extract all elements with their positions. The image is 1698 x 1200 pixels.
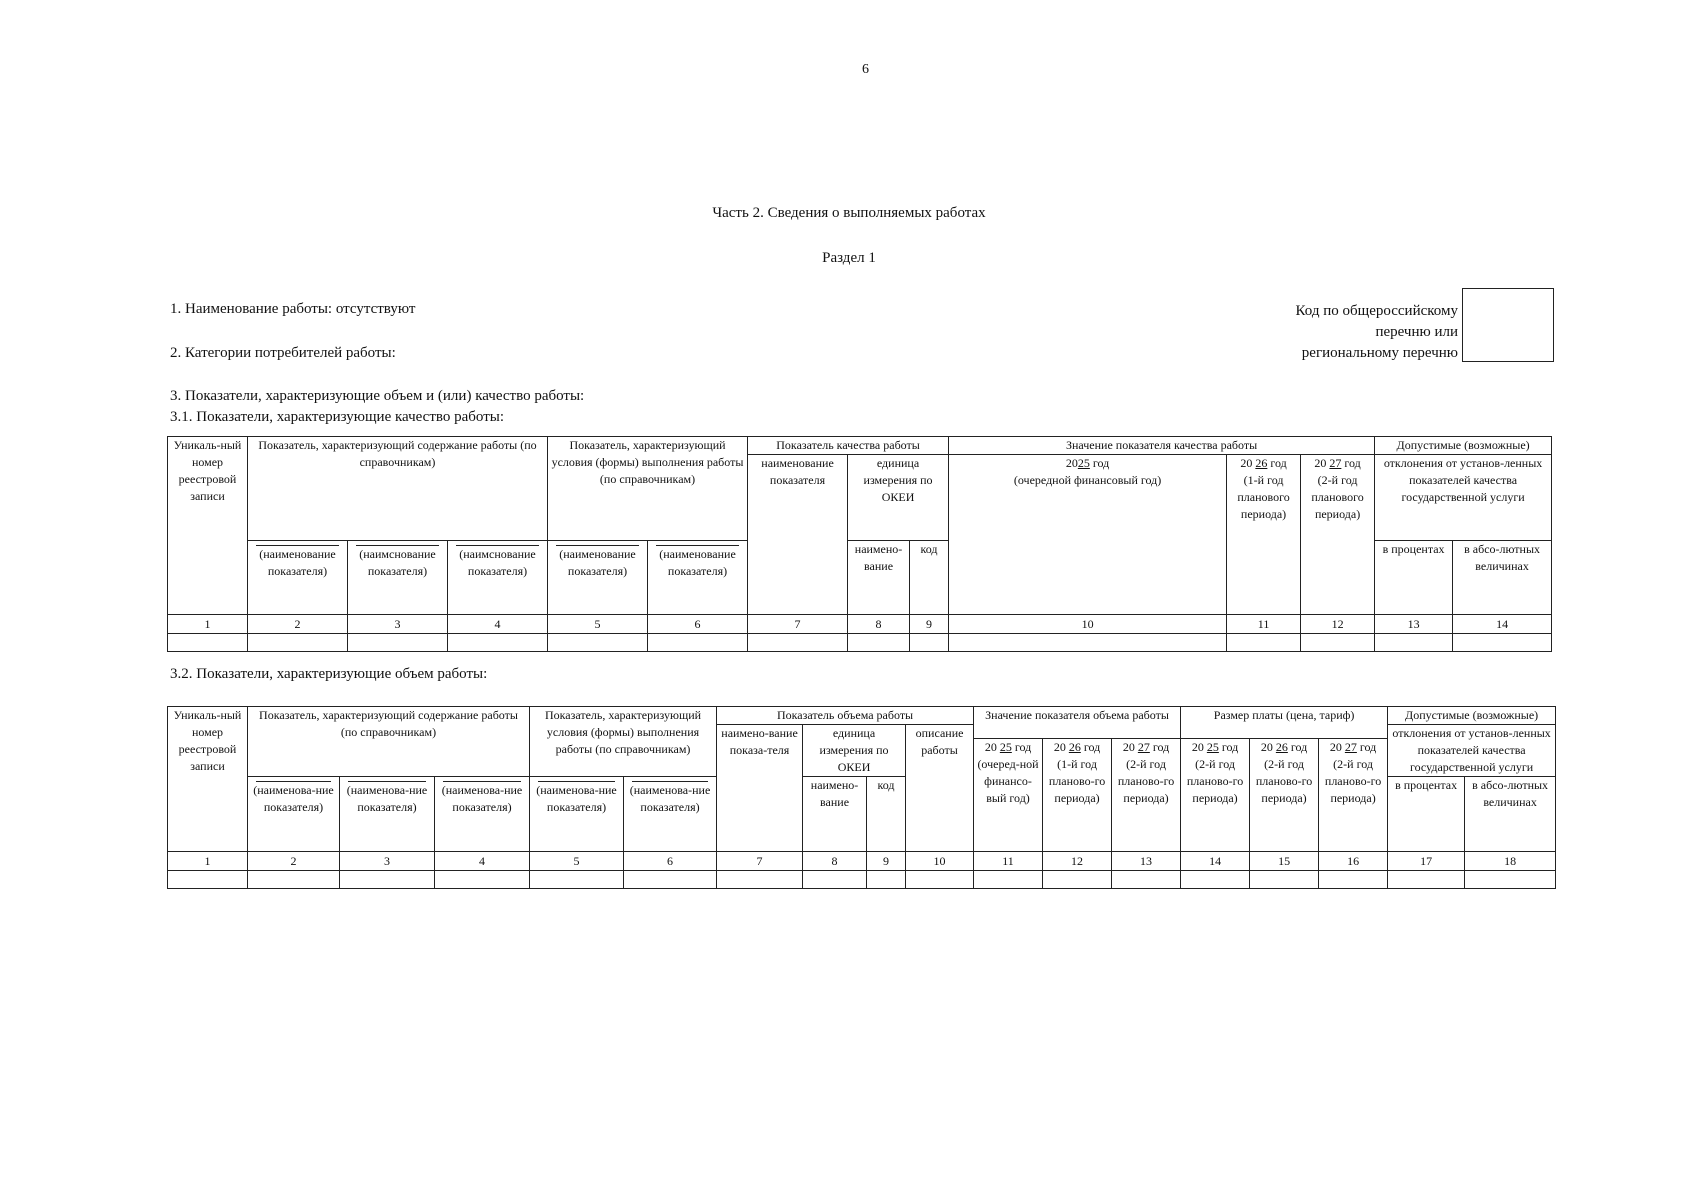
q-h-unit-name: наимено-вание [848, 541, 910, 615]
v-h-value-year-2: 20 26 год (1-й год планово-го периода) [1043, 739, 1112, 852]
q-h-conditions: Показатель, характеризующий условия (формы) выполнения работы (по справочникам) [548, 437, 748, 541]
table-cell[interactable] [1250, 871, 1319, 889]
v-param-label: (наименова-ние показателя) [340, 777, 435, 852]
table-cell[interactable] [906, 871, 974, 889]
table-cell[interactable] [748, 634, 848, 652]
code-label [1240, 301, 1458, 364]
section-title: Раздел 1 [822, 250, 876, 266]
code-input-box[interactable] [1462, 288, 1554, 362]
v-col-number: 8 [803, 852, 867, 871]
table-cell[interactable] [624, 871, 717, 889]
q-col-number: 7 [748, 615, 848, 634]
v-col-number: 15 [1250, 852, 1319, 871]
v-h-value-year-1: 20 25 год (очеред-ной финансо-вый год) [974, 739, 1043, 852]
table-cell[interactable] [1319, 871, 1388, 889]
q-col-number: 5 [548, 615, 648, 634]
page-number: 6 [862, 62, 869, 77]
v-col-number: 18 [1465, 852, 1556, 871]
q-h-content: Показатель, характеризующий содержание работы (по справочникам) [248, 437, 548, 541]
v-h-value: Значение показателя объема работы [974, 707, 1181, 739]
q-h-year-3: 20 27 год (2-й год планового периода) [1301, 455, 1375, 615]
table-cell[interactable] [803, 871, 867, 889]
q-h-year-2: 20 26 год (1-й год планового периода) [1227, 455, 1301, 615]
q-param-label: (наименование показателя) [548, 541, 648, 615]
table-cell[interactable] [348, 634, 448, 652]
v-h-deviation-sub: отклонения от установ-ленных показателей качества государственной услуги [1388, 725, 1556, 777]
q-col-number: 8 [848, 615, 910, 634]
v-h-indicator-name: наимено-вание показа-теля [717, 725, 803, 852]
volume-table [167, 706, 1556, 889]
q-h-deviation: Допустимые (возможные) [1375, 437, 1552, 455]
table-cell[interactable] [1043, 871, 1112, 889]
q-h-quality: Показатель качества работы [748, 437, 949, 455]
v-param-label: (наименова-ние показателя) [435, 777, 530, 852]
v-h-volume: Показатель объема работы [717, 707, 974, 725]
q-col-number: 3 [348, 615, 448, 634]
table-cell[interactable] [448, 634, 548, 652]
v-h-price-year-1: 20 25 год (2-й год планово-го периода) [1181, 739, 1250, 852]
v-h-unit-code: код [867, 777, 906, 852]
v-col-number: 17 [1388, 852, 1465, 871]
table-cell[interactable] [648, 634, 748, 652]
v-h-price: Размер платы (цена, тариф) [1181, 707, 1388, 739]
table-cell[interactable] [248, 871, 340, 889]
q-col-number: 9 [910, 615, 949, 634]
q-col-number: 14 [1453, 615, 1552, 634]
q-empty-row [168, 634, 1552, 652]
table-cell[interactable] [974, 871, 1043, 889]
table-cell[interactable] [1301, 634, 1375, 652]
v-col-number: 12 [1043, 852, 1112, 871]
q-col-number: 13 [1375, 615, 1453, 634]
table-cell[interactable] [340, 871, 435, 889]
table-cell[interactable] [1453, 634, 1552, 652]
q-h-indicator-name: наименование показателя [748, 455, 848, 615]
q-h-unique: Уникаль-ный номер реестровой записи [168, 437, 248, 615]
v-col-number: 14 [1181, 852, 1250, 871]
table-cell[interactable] [949, 634, 1227, 652]
table-cell[interactable] [530, 871, 624, 889]
q-col-number: 4 [448, 615, 548, 634]
table-cell[interactable] [1375, 634, 1453, 652]
q-param-label: (наименование показателя) [248, 541, 348, 615]
table-cell[interactable] [1181, 871, 1250, 889]
v-h-unique: Уникаль-ный номер реестровой записи [168, 707, 248, 852]
q-h-unit: единица измерения по ОКЕИ [848, 455, 949, 541]
table-cell[interactable] [1388, 871, 1465, 889]
quality-heading: 3.1. Показатели, характеризующие качество работы: [170, 409, 504, 425]
v-h-absolute: в абсо-лютных величинах [1465, 777, 1556, 852]
table-cell[interactable] [1227, 634, 1301, 652]
table-cell[interactable] [548, 634, 648, 652]
q-col-number: 11 [1227, 615, 1301, 634]
v-col-number: 5 [530, 852, 624, 871]
v-h-percent: в процентах [1388, 777, 1465, 852]
v-param-label: (наименова-ние показателя) [248, 777, 340, 852]
table-cell[interactable] [168, 871, 248, 889]
q-param-label: (наимснование показателя) [348, 541, 448, 615]
v-col-number: 7 [717, 852, 803, 871]
q-h-year-1: 2025 год (очередной финансовый год) [949, 455, 1227, 615]
q-param-label: (наименование показателя) [648, 541, 748, 615]
v-h-description: описание работы [906, 725, 974, 852]
table-cell[interactable] [435, 871, 530, 889]
table-cell[interactable] [848, 634, 910, 652]
code-label-line-3: региональному перечню [1301, 345, 1458, 361]
q-h-percent: в процентах [1375, 541, 1453, 615]
v-h-conditions: Показатель, характеризующий условия (формы) выполнения работы (по справочникам) [530, 707, 717, 777]
v-col-number: 6 [624, 852, 717, 871]
q-col-number: 10 [949, 615, 1227, 634]
table-cell[interactable] [867, 871, 906, 889]
v-col-number: 9 [867, 852, 906, 871]
work-name: 1. Наименование работы: отсутствуют [170, 301, 416, 317]
consumer-categories: 2. Категории потребителей работы: [170, 345, 396, 361]
v-col-number: 2 [248, 852, 340, 871]
q-h-deviation-sub: отклонения от установ-ленных показателей качества государственной услуги [1375, 455, 1552, 541]
table-cell[interactable] [168, 634, 248, 652]
v-col-number: 3 [340, 852, 435, 871]
q-h-value: Значение показателя качества работы [949, 437, 1375, 455]
v-col-number: 16 [1319, 852, 1388, 871]
v-col-number: 4 [435, 852, 530, 871]
q-col-number: 12 [1301, 615, 1375, 634]
part-title: Часть 2. Сведения о выполняемых работах [712, 205, 986, 221]
v-col-number: 13 [1112, 852, 1181, 871]
quality-table [167, 436, 1552, 652]
v-param-label: (наименова-ние показателя) [530, 777, 624, 852]
q-h-unit-code: код [910, 541, 949, 615]
v-h-deviation: Допустимые (возможные) [1388, 707, 1556, 725]
table-cell[interactable] [910, 634, 949, 652]
v-h-content: Показатель, характеризующий содержание работы (по справочникам) [248, 707, 530, 777]
v-h-value-year-3: 20 27 год (2-й год планово-го периода) [1112, 739, 1181, 852]
v-param-label: (наименова-ние показателя) [624, 777, 717, 852]
v-h-price-year-2: 20 26 год (2-й год планово-го периода) [1250, 739, 1319, 852]
volume-heading: 3.2. Показатели, характеризующие объем работы: [170, 666, 488, 682]
table-cell[interactable] [717, 871, 803, 889]
q-col-number: 1 [168, 615, 248, 634]
v-col-number: 11 [974, 852, 1043, 871]
q-col-number: 6 [648, 615, 748, 634]
v-empty-row [168, 871, 1556, 889]
v-h-unit: единица измерения по ОКЕИ [803, 725, 906, 777]
v-col-number: 10 [906, 852, 974, 871]
table-cell[interactable] [1465, 871, 1556, 889]
indicators-heading: 3. Показатели, характеризующие объем и (или) качество работы: [170, 388, 585, 404]
q-h-absolute: в абсо-лютных величинах [1453, 541, 1552, 615]
table-cell[interactable] [248, 634, 348, 652]
code-label-line-1: Код по общероссийскому [1295, 303, 1458, 319]
table-cell[interactable] [1112, 871, 1181, 889]
v-h-unit-name: наимено-вание [803, 777, 867, 852]
q-param-label: (наимснование показателя) [448, 541, 548, 615]
v-h-price-year-3: 20 27 год (2-й год планово-го периода) [1319, 739, 1388, 852]
code-label-line-2: перечню или [1375, 324, 1458, 340]
q-col-number: 2 [248, 615, 348, 634]
v-col-number: 1 [168, 852, 248, 871]
